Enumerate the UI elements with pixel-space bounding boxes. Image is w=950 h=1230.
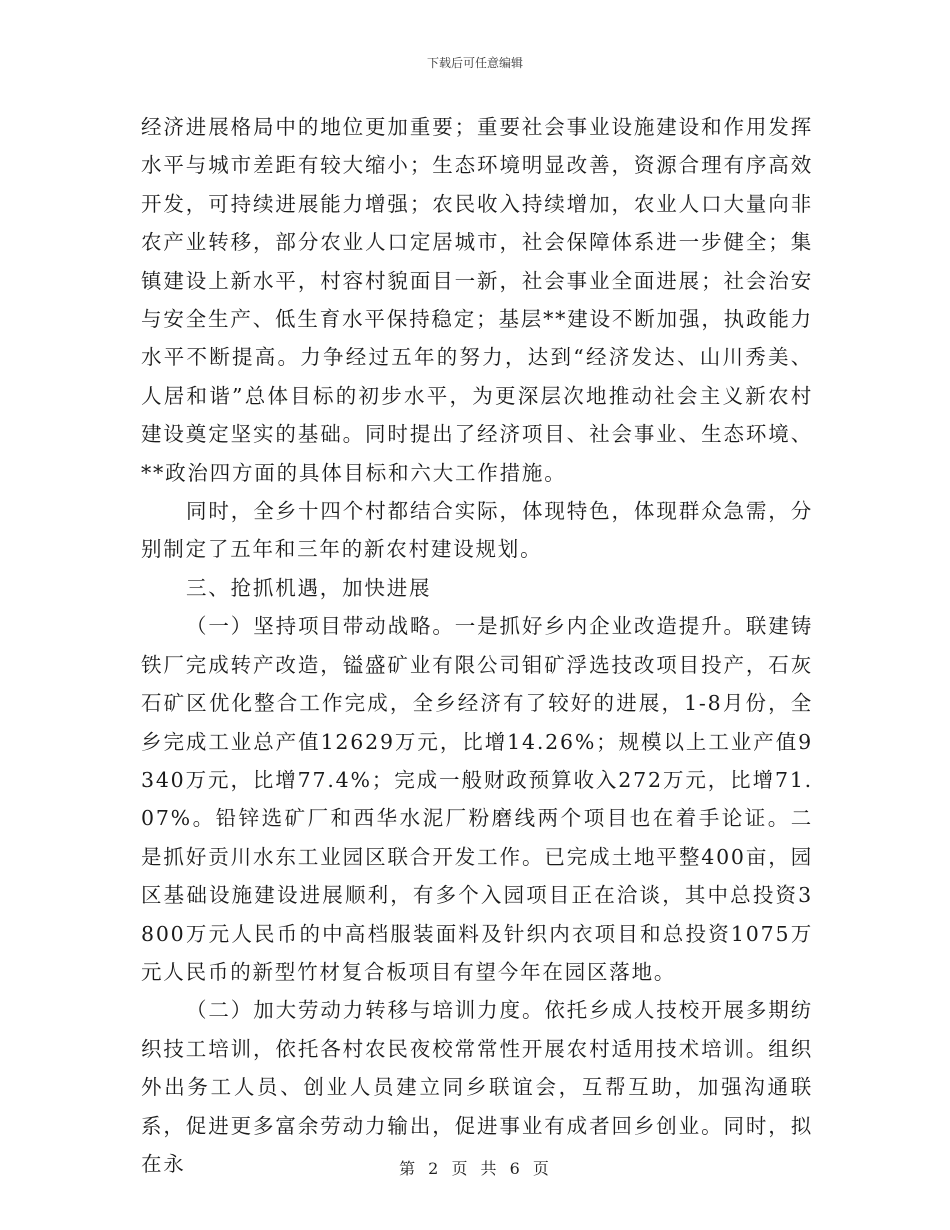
page-footer: 第 2 页 共 6 页 [399, 1159, 551, 1178]
document-body [141, 108, 813, 1183]
paragraph-3: （一）坚持项目带动战略。一是抓好乡内企业改造提升。联建铸铁厂完成转产改造，镒盛矿业有限公司钼矿浮选技改项目投产，石灰石矿区优化整合工作完成，全乡经济有了较好的进展，1-8月份，全乡完成工业总产值12629万元，比增14.26%；规模以上工业产值9340万元，比增77.4%；完成一般财政预算收入272万元，比增71.07%。铅锌选矿厂和西华水泥厂粉磨线两个项目也在着手论证。二是抓好贡川水东工业园区联合开发工作。已完成土地平整400亩，园区基础设施建设进展顺利，有多个入园项目正在洽谈，其中总投资3800万元人民币的中高档服装面料及针织内衣项目和总投资1075万元人民币的新型竹材复合板项目有望今年在园区落地。 [141, 614, 813, 984]
section-heading: 三、抢抓机遇，加快进展 [186, 575, 432, 600]
paragraph-1: 经济进展格局中的地位更加重要；重要社会事业设施建设和作用发挥水平与城市差距有较大缩小；生态环境明显改善，资源合理有序高效开发，可持续进展能力增强；农民收入持续增加，农业人口大量向非农产业转移，部分农业人口定居城市，社会保障体系进一步健全；集镇建设上新水平，村容村貌面目一新，社会事业全面进展；社会治安与安全生产、低生育水平保持稳定；基层**建设不断加强，执政能力水平不断提高。力争经过五年的努力，达到“经济发达、山川秀美、人居和谐”总体目标的初步水平，为更深层次地推动社会主义新农村建设奠定坚实的基础。同时提出了经济项目、社会事业、生态环境、**政治四方面的具体目标和六大工作措施。 [141, 115, 813, 485]
paragraph-2: 同时，全乡十四个村都结合实际，体现特色，体现群众急需，分别制定了五年和三年的新农村建设规划。 [141, 499, 813, 562]
paragraph-4: （二）加大劳动力转移与培训力度。依托乡成人技校开展多期纺织技工培训，依托各村农民夜校常常性开展农村适用技术培训。组织外出务工人员、创业人员建立同乡联谊会，互帮互助，加强沟通联系，促进更多富余劳动力输出，促进事业有成者回乡创业。同时，拟在永 [141, 998, 813, 1176]
page-header: 下载后可任意编辑 [426, 56, 523, 70]
